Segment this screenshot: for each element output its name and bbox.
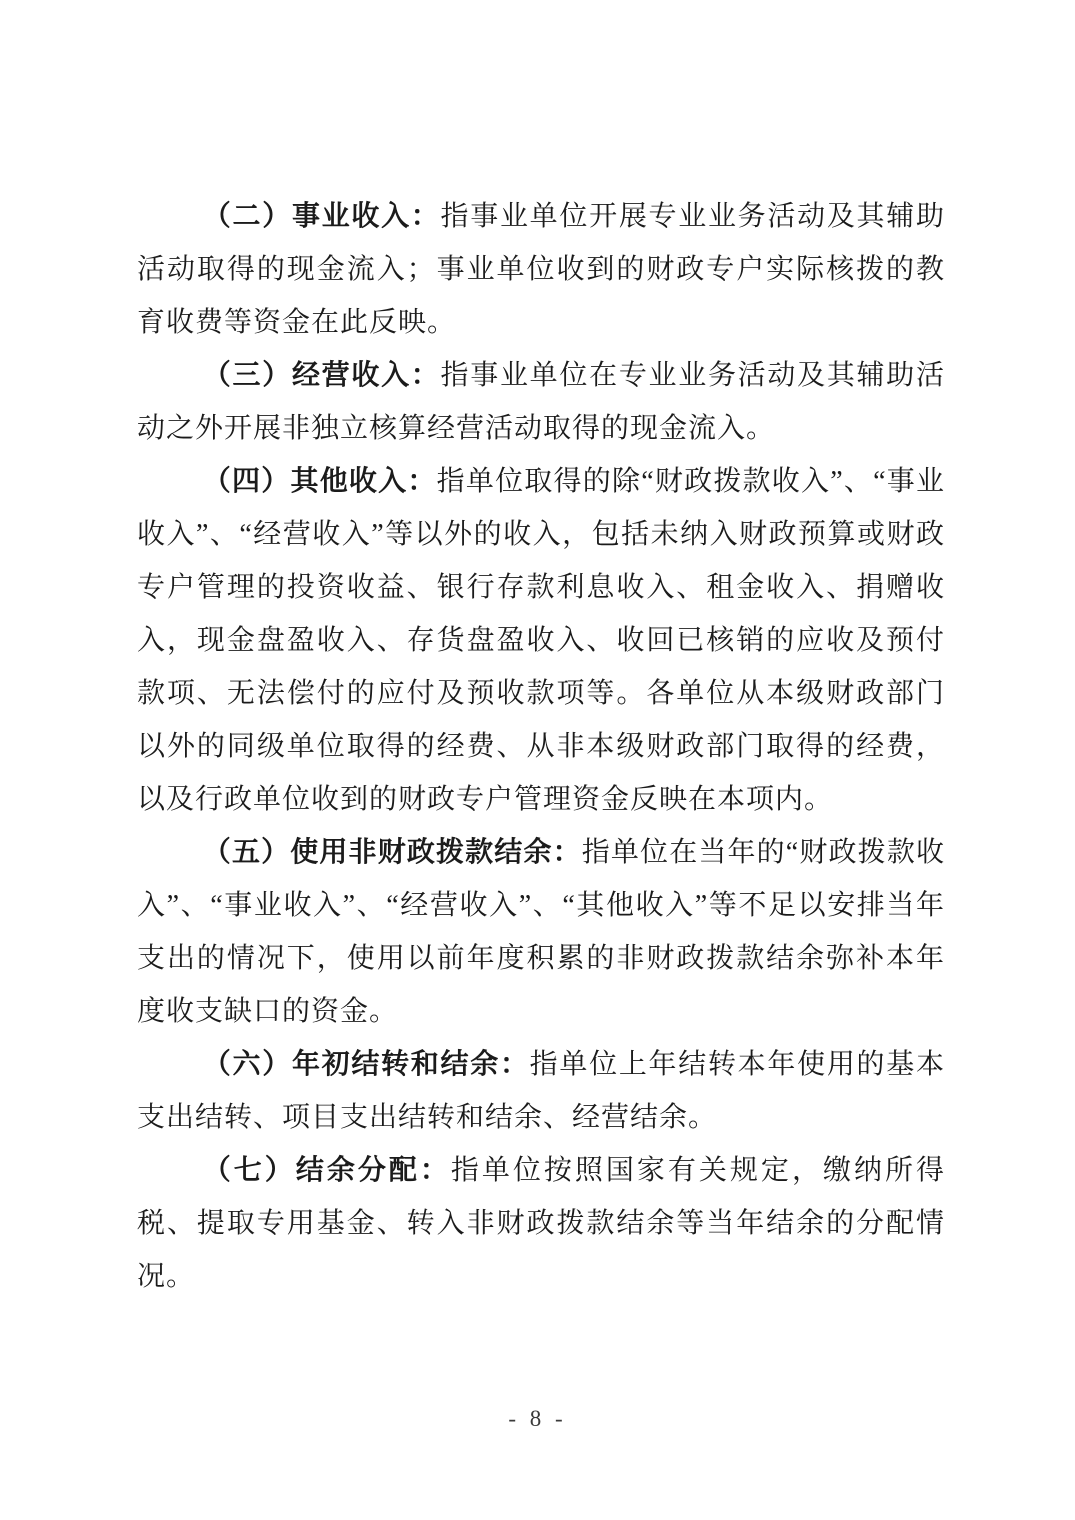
paragraph-heading: （七）结余分配： xyxy=(202,1155,451,1186)
paragraph-heading: （四）其他收入： xyxy=(202,466,437,497)
paragraph-heading: （三）经营收入： xyxy=(202,360,441,391)
paragraph xyxy=(137,455,945,826)
paragraph-text: 指单位上年结转本年使用的基本支出结转、项目支出结转和结余、经营结余。 xyxy=(137,1049,945,1133)
page-number: - 8 - xyxy=(508,1406,567,1431)
paragraph xyxy=(137,1038,945,1144)
paragraph-heading: （六）年初结转和结余： xyxy=(202,1049,530,1080)
document-body xyxy=(137,190,945,1303)
paragraph-text: 指事业单位开展专业业务活动及其辅助活动取得的现金流入；事业单位收到的财政专户实际核拨的教育收费等资金在此反映。 xyxy=(137,201,945,338)
paragraph-text: 指单位按照国家有关规定，缴纳所得税、提取专用基金、转入非财政拨款结余等当年结余的分配情况。 xyxy=(137,1155,945,1292)
paragraph-heading: （五）使用非财政拨款结余： xyxy=(202,837,582,868)
paragraph-text: 指事业单位在专业业务活动及其辅助活动之外开展非独立核算经营活动取得的现金流入。 xyxy=(137,360,945,444)
paragraph-heading: （二）事业收入： xyxy=(202,201,441,232)
paragraph-text: 指单位在当年的“财政拨款收入”、“事业收入”、“经营收入”、“其他收入”等不足以安排当年支出的情况下，使用以前年度积累的非财政拨款结余弥补本年度收支缺口的资金。 xyxy=(137,837,945,1027)
paragraph xyxy=(137,826,945,1038)
paragraph xyxy=(137,190,945,349)
paragraph-list xyxy=(137,190,945,1303)
paragraph xyxy=(137,1144,945,1303)
paragraph-text: 指单位取得的除“财政拨款收入”、“事业收入”、“经营收入”等以外的收入，包括未纳入财政预算或财政专户管理的投资收益、银行存款利息收入、租金收入、捐赠收入，现金盘盈收入、存货盘盈收入、收回已核销的应收及预付款项、无法偿付的应付及预收款项等。各单位从本级财政部门以外的同级单位取得的经费、从非本级财政部门取得的经费，以及行政单位收到的财政专户管理资金反映在本项内。 xyxy=(137,466,945,815)
paragraph xyxy=(137,349,945,455)
